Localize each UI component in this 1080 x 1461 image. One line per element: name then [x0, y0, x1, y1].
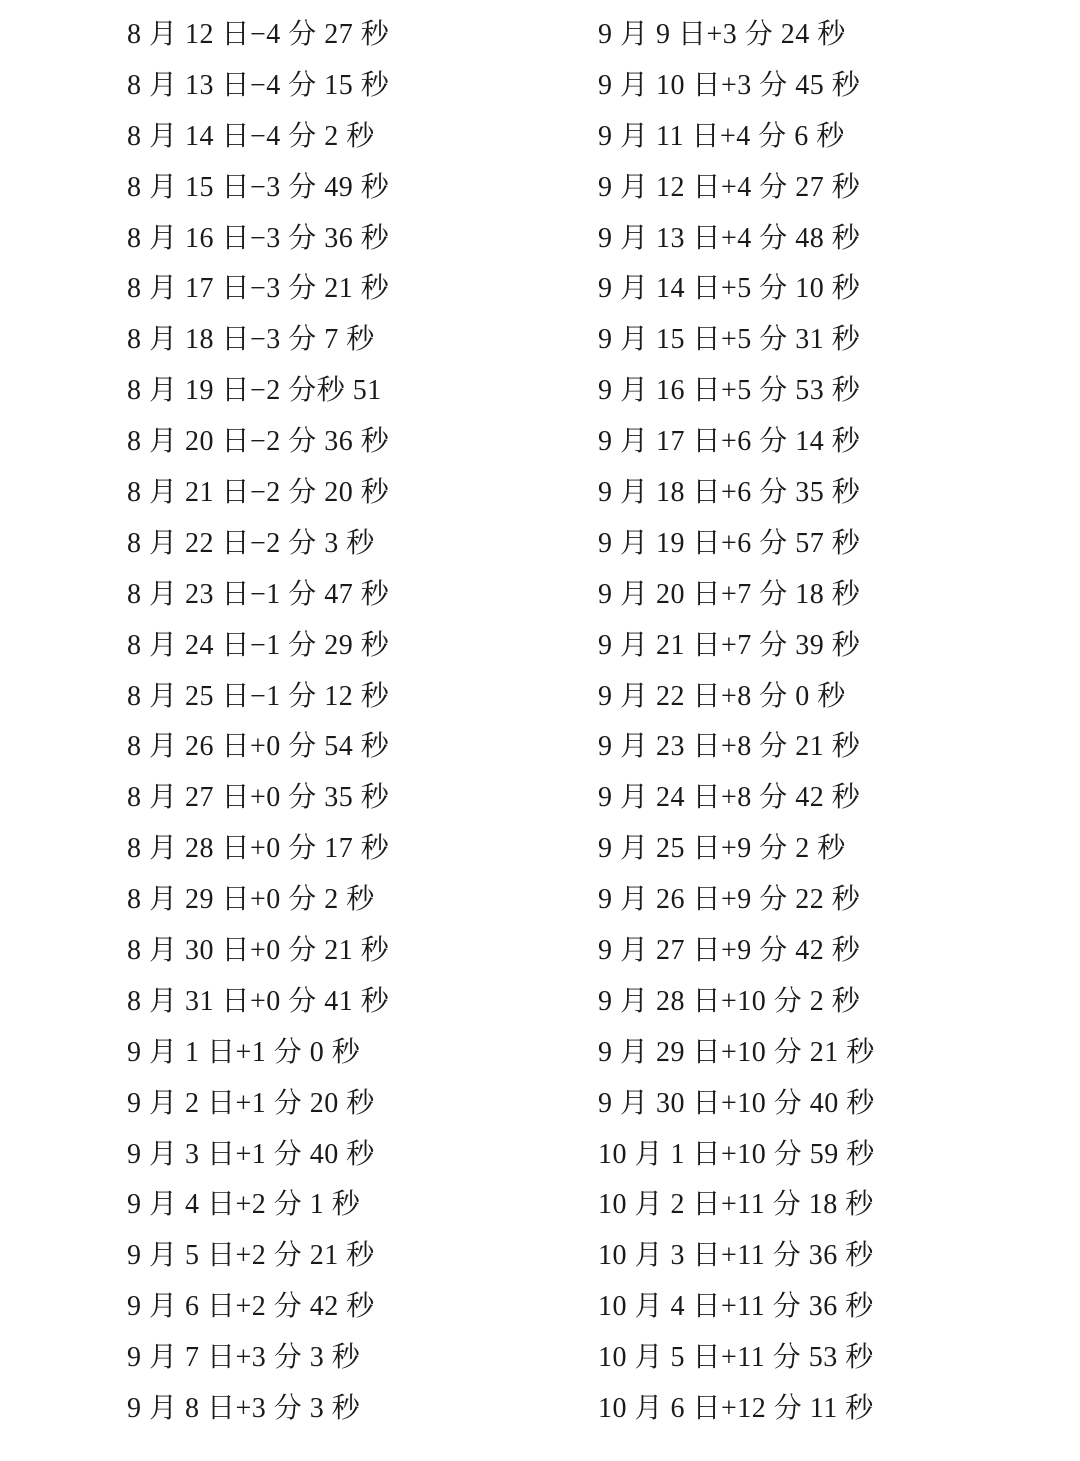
date-offset-entry: 8 月 18 日−3 分 7 秒 — [127, 324, 375, 356]
date-offset-entry: 9 月 13 日+4 分 48 秒 — [598, 222, 861, 254]
date-offset-entry: 9 月 29 日+10 分 21 秒 — [598, 1036, 875, 1068]
date-offset-entry: 9 月 10 日+3 分 45 秒 — [598, 69, 861, 101]
date-offset-entry: 9 月 25 日+9 分 2 秒 — [598, 833, 846, 865]
date-offset-entry: 8 月 26 日+0 分 54 秒 — [127, 731, 390, 763]
date-offset-entry: 8 月 22 日−2 分 3 秒 — [127, 527, 375, 559]
date-offset-entry: 8 月 27 日+0 分 35 秒 — [127, 782, 390, 814]
date-offset-entry: 9 月 19 日+6 分 57 秒 — [598, 527, 861, 559]
date-offset-entry: 9 月 7 日+3 分 3 秒 — [127, 1342, 361, 1374]
date-offset-entry: 8 月 12 日−4 分 27 秒 — [127, 19, 390, 50]
date-offset-entry: 8 月 15 日−3 分 49 秒 — [127, 171, 390, 203]
date-offset-entry: 9 月 11 日+4 分 6 秒 — [598, 120, 845, 152]
date-offset-entry: 8 月 20 日−2 分 36 秒 — [127, 426, 390, 458]
date-offset-entry: 9 月 5 日+2 分 21 秒 — [127, 1240, 375, 1272]
date-offset-entry: 9 月 8 日+3 分 3 秒 — [127, 1393, 361, 1425]
date-offset-entry: 10 月 1 日+10 分 59 秒 — [598, 1138, 875, 1170]
date-offset-entry: 9 月 9 日+3 分 24 秒 — [598, 19, 846, 50]
date-offset-entry: 9 月 16 日+5 分 53 秒 — [598, 375, 861, 407]
date-offset-entry: 8 月 16 日−3 分 36 秒 — [127, 222, 390, 254]
date-offset-entry: 9 月 20 日+7 分 18 秒 — [598, 578, 861, 610]
date-offset-entry: 8 月 13 日−4 分 15 秒 — [127, 69, 390, 101]
left-column-list — [127, 10, 389, 1435]
date-offset-entry: 10 月 5 日+11 分 53 秒 — [598, 1342, 874, 1374]
date-offset-entry: 9 月 17 日+6 分 14 秒 — [598, 426, 861, 458]
date-offset-entry: 8 月 31 日+0 分 41 秒 — [127, 985, 390, 1017]
date-offset-entry: 8 月 30 日+0 分 21 秒 — [127, 935, 390, 967]
date-offset-entry: 9 月 3 日+1 分 40 秒 — [127, 1138, 375, 1170]
date-offset-entry: 9 月 23 日+8 分 21 秒 — [598, 731, 861, 763]
date-offset-entry: 8 月 29 日+0 分 2 秒 — [127, 884, 375, 916]
date-offset-entry: 8 月 25 日−1 分 12 秒 — [127, 680, 390, 712]
date-offset-entry: 9 月 21 日+7 分 39 秒 — [598, 629, 861, 661]
date-offset-entry: 9 月 30 日+10 分 40 秒 — [598, 1087, 875, 1119]
date-offset-entry: 8 月 19 日−2 分秒 51 — [127, 375, 382, 407]
date-offset-entry: 9 月 24 日+8 分 42 秒 — [598, 782, 861, 814]
date-offset-entry: 10 月 3 日+11 分 36 秒 — [598, 1240, 874, 1272]
date-offset-entry: 9 月 22 日+8 分 0 秒 — [598, 680, 846, 712]
date-offset-entry: 9 月 27 日+9 分 42 秒 — [598, 935, 861, 967]
date-offset-entry: 9 月 1 日+1 分 0 秒 — [127, 1036, 361, 1068]
date-offset-entry: 10 月 2 日+11 分 18 秒 — [598, 1189, 874, 1221]
date-offset-entry: 8 月 24 日−1 分 29 秒 — [127, 629, 390, 661]
date-offset-entry: 8 月 28 日+0 分 17 秒 — [127, 833, 390, 865]
date-offset-entry: 9 月 6 日+2 分 42 秒 — [127, 1291, 375, 1323]
date-offset-entry: 9 月 26 日+9 分 22 秒 — [598, 884, 861, 916]
date-offset-entry: 10 月 6 日+12 分 11 秒 — [598, 1393, 874, 1425]
date-offset-entry: 8 月 17 日−3 分 21 秒 — [127, 273, 390, 305]
date-offset-entry: 9 月 18 日+6 分 35 秒 — [598, 477, 861, 509]
date-offset-entry: 9 月 4 日+2 分 1 秒 — [127, 1189, 361, 1221]
date-offset-entry: 8 月 23 日−1 分 47 秒 — [127, 578, 390, 610]
date-offset-entry: 9 月 28 日+10 分 2 秒 — [598, 985, 861, 1017]
date-offset-entry: 9 月 2 日+1 分 20 秒 — [127, 1087, 375, 1119]
date-offset-entry: 8 月 14 日−4 分 2 秒 — [127, 120, 375, 152]
right-column-list — [598, 10, 875, 1435]
date-offset-entry: 9 月 14 日+5 分 10 秒 — [598, 273, 861, 305]
date-offset-entry: 8 月 21 日−2 分 20 秒 — [127, 477, 390, 509]
date-offset-entry: 9 月 15 日+5 分 31 秒 — [598, 324, 861, 356]
date-offset-entry: 9 月 12 日+4 分 27 秒 — [598, 171, 861, 203]
date-offset-entry: 10 月 4 日+11 分 36 秒 — [598, 1291, 874, 1323]
